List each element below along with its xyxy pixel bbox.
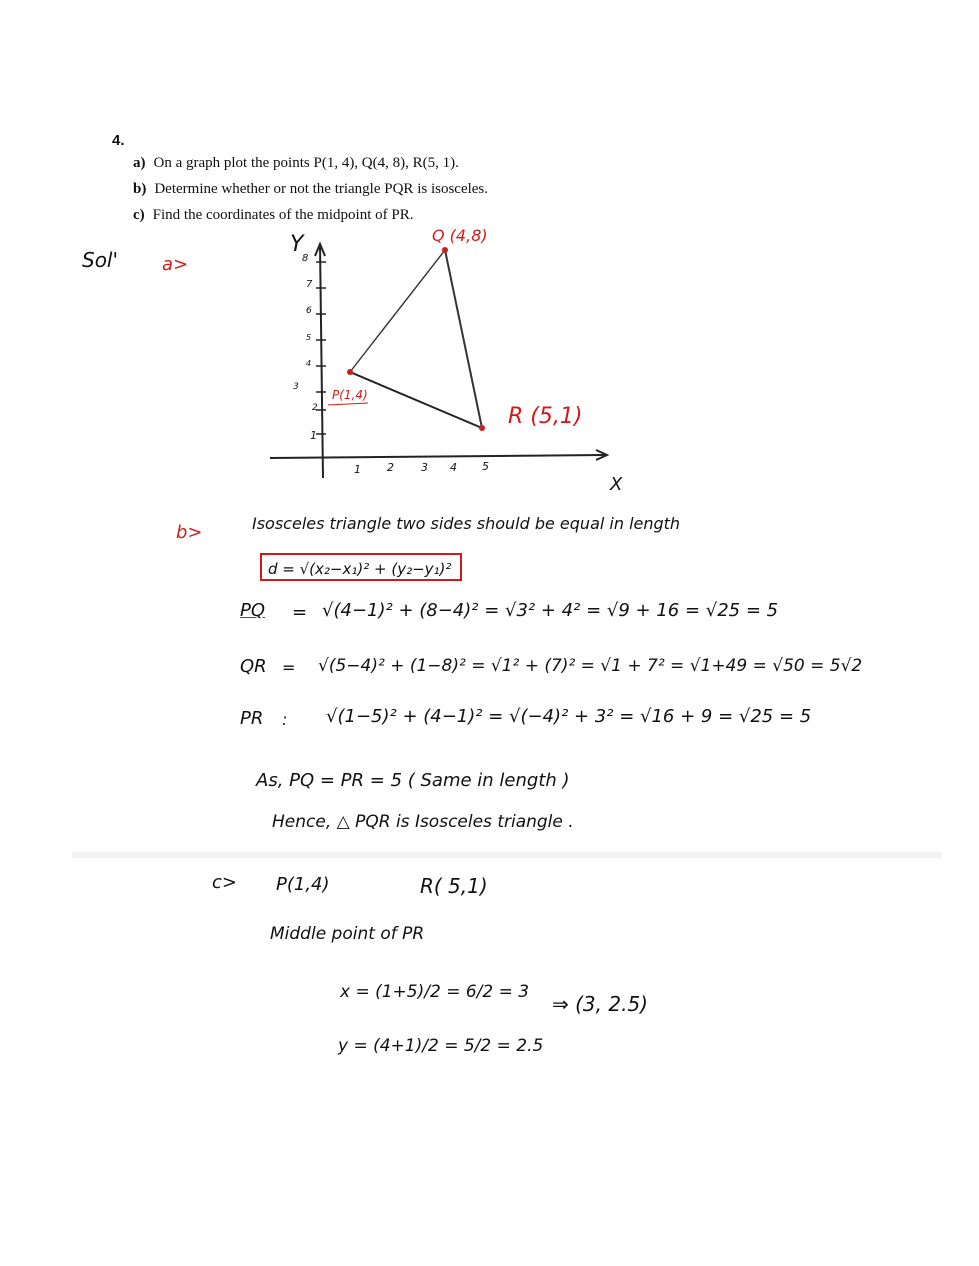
side-pr: [350, 372, 482, 428]
scan-band: [72, 852, 942, 858]
y-tick-3: 3: [293, 382, 299, 392]
question-number: 4.: [112, 132, 125, 149]
y-axis: [320, 245, 323, 478]
x-tick-2: 2: [387, 461, 394, 474]
solution-label: Sol': [82, 248, 118, 272]
part-b-marker: b>: [176, 522, 203, 543]
x-axis-label: X: [610, 474, 623, 495]
point-q: [442, 247, 448, 253]
pq-lhs: PQ: [240, 600, 266, 621]
y-tick-1: 1: [310, 429, 317, 442]
point-p: [347, 369, 353, 375]
conclusion-as: As, PQ = PR = 5 ( Same in length ): [256, 770, 570, 791]
qr-lhs: QR: [240, 656, 267, 677]
part-c-r: R( 5,1): [420, 874, 488, 898]
side-pq: [350, 250, 445, 372]
x-tick-1: 1: [354, 463, 361, 476]
qr-eq: =: [282, 658, 296, 677]
midpoint-y: y = (4+1)/2 = 5/2 = 2.5: [338, 1036, 544, 1056]
part-a-marker: a>: [162, 254, 189, 275]
y-tick-6: 6: [306, 306, 312, 316]
pq-eq: =: [292, 602, 308, 623]
triangle-pqr: [350, 250, 482, 428]
part-b-label: b): [133, 181, 147, 197]
y-tick-8: 8: [302, 253, 309, 264]
point-r-label: R (5,1): [508, 404, 583, 429]
pr-rhs: √(1−5)² + (4−1)² = √(−4)² + 3² = √16 + 9 = √25 = 5: [326, 706, 812, 727]
part-c-label: c): [133, 207, 145, 223]
point-p-label: P(1,4): [332, 388, 368, 402]
part-b-intro: Isosceles triangle two sides should be equal in length: [252, 514, 681, 533]
part-a-label: a): [133, 155, 146, 171]
y-axis-label: Y: [290, 232, 304, 257]
point-q-label: Q (4,8): [432, 226, 488, 245]
pq-rhs: √(4−1)² + (8−4)² = √3² + 4² = √9 + 16 = √25 = 5: [322, 600, 779, 621]
y-tick-2: 2: [312, 403, 318, 413]
part-a-text: On a graph plot the points P(1, 4), Q(4, 8), R(5, 1).: [153, 155, 459, 171]
part-c-p: P(1,4): [276, 874, 330, 895]
y-tick-4: 4: [306, 359, 312, 368]
x-tick-4: 4: [450, 461, 457, 474]
x-axis: [270, 455, 605, 458]
part-c-text: Find the coordinates of the midpoint of PR.: [152, 207, 414, 223]
part-c-marker: c>: [212, 872, 237, 893]
conclusion-hence: Hence, △ PQR is Isosceles triangle .: [272, 812, 574, 832]
y-tick-5: 5: [306, 333, 312, 342]
x-tick-5: 5: [482, 460, 489, 473]
y-tick-7: 7: [306, 279, 313, 290]
midpoint-result: ⇒ (3, 2.5): [552, 992, 648, 1016]
distance-formula: d = √(x₂−x₁)² + (y₂−y₁)²: [260, 553, 462, 581]
midpoint-heading: Middle point of PR: [270, 924, 425, 944]
pr-lhs: PR: [240, 708, 264, 729]
part-b-text: Determine whether or not the triangle PQR is isosceles.: [154, 181, 489, 197]
side-qr: [445, 250, 482, 428]
pr-eq: :: [282, 710, 288, 729]
point-r: [479, 425, 485, 431]
midpoint-x: x = (1+5)/2 = 6/2 = 3: [340, 982, 530, 1002]
x-tick-3: 3: [421, 461, 428, 474]
qr-rhs: √(5−4)² + (1−8)² = √1² + (7)² = √1 + 7² = √1+49 = √50 = 5√2: [318, 656, 863, 676]
